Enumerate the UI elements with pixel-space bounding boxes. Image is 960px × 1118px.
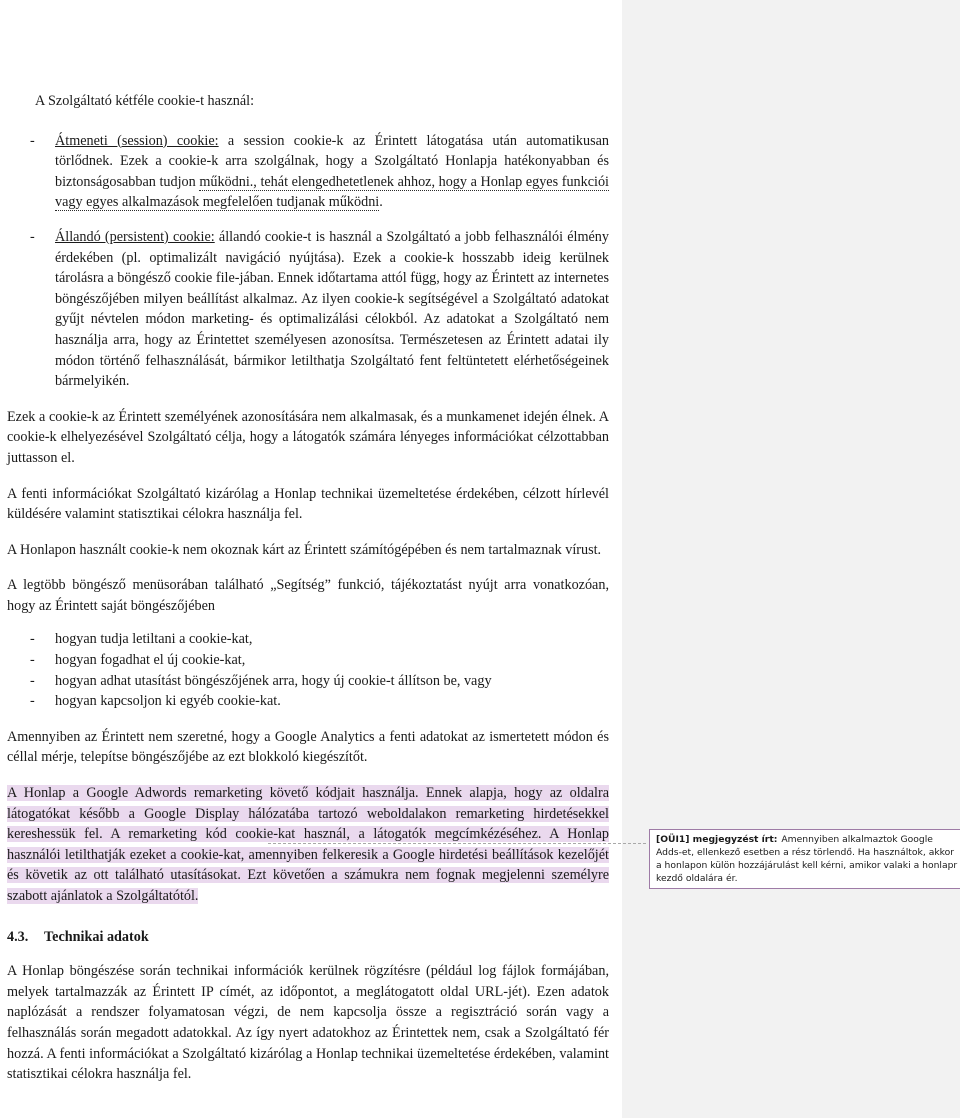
section-title: Technikai adatok [44,928,149,945]
paragraph: Ezek a cookie-k az Érintett személyének azonosítására nem alkalmasak, és a munkamenet idején élnek. A cookie-k elhelyezésével Szolgáltató célja, hogy a látogatók számára lényeges információkat célzottabban juttasson el. [7,408,609,466]
list-dash: - [30,652,35,669]
list-dash: - [30,228,35,245]
comment-balloon[interactable] [649,829,960,889]
list-item-end: . [379,194,383,211]
comment-text: Amennyiben alkalmaztok Google Adds-et, ellenkező esetben a rész törlendő. Ha használtok, akkor a honlapon külön hozzájárulást kell kérni, amikor valaki a honlapr kezdő oldalára ér. [656,834,958,884]
list-dash: - [30,693,35,710]
list-dash: - [30,631,35,648]
list-item [7,691,609,712]
comment-margin-pane [622,0,960,1118]
paragraph: A Honlap böngészése során technikai információk kerülnek rögzítésre (például log fájlok formájában, melyek tartalmazzák az Érintett IP címét, az időpontot, a meglátogatott oldal URL-jét). Ezen adatok naplózását a rendszer folyamatosan végzi, de nem kapcsolja össze a regisztráció során vagy a felhasználás során megadott adatokkal. Az így nyert adatokhoz az Érintettek nem, csak a Szolgáltató fér hozzá. A fenti információkat a Szolgáltató kizárólag a Honlap technikai üzemeltetése érdekében, valamint statisztikai célokra használja fel. [7,963,609,1083]
list-item [7,227,609,392]
list-item-text: hogyan kapcsoljon ki egyéb cookie-kat. [55,693,281,710]
list-dash: - [30,672,35,689]
list-dash: - [30,132,35,149]
comment-highlight[interactable]: A Honlap a Google Adwords remarketing követő kódjait használja. Ennek alapja, hogy az oldalra látogatókat később a Google Display hálózatába tartozó weboldalakon remarketing hirdetésekkel kereshessük fel. A remarketing kód cookie-kat használ, a látogatók megcímkézéséhez. A Honlap használói letilthatják ezeket a cookie-kat, amennyiben felkeresik a Google hirdetési beállítások kezelőjét és követik az ott található utasításokat. Ezt követően a számukra nem fognak megjelenni személyre szabott ajánlatok a Szolgáltatótól. [7,785,609,904]
cookie-types-list [7,131,609,392]
paragraph: A legtöbb böngésző menüsorában található „Segítség” funkció, tájékoztatást nyújt arra vonatkozóan, hogy az Érintett saját böngészőjében [7,577,609,614]
browser-help-list [7,629,609,711]
list-item-body: állandó cookie-t is használ a Szolgáltató a jobb felhasználói élmény érdekében (pl. optimalizált navigáció nyújtása). Ezek a cookie-k hosszabb ideig kerülnek tárolásra a böngésző cookie file-jában. Ennek időtartama attól függ, hogy az Érintett az internetes böngészőjében milyen beállítást alkalmaz. Az ilyen cookie-k segítségével a Szolgáltató adatokat gyűjt névtelen módon marketing- és optimalizálási célokból. Az adatokat a Szolgáltató nem használja arra, hogy az Érintettet személyesen azonosítsa. Természetesen az Érintett adatai ily módon történő felhasználását, bármikor letilthatja Szolgáltató fent feltüntetett elérhetőségeinek bármelyikén. [55,228,609,390]
paragraph: A Honlapon használt cookie-k nem okoznak kárt az Érintett számítógépében és nem tartalmaznak vírust. [7,541,602,558]
term-persistent-cookie: Állandó (persistent) cookie: [55,228,215,245]
comment-author-label: [OÜI1] megjegyzést írt: [656,834,778,845]
paragraph: A fenti információkat Szolgáltató kizárólag a Honlap technikai üzemeltetése érdekében, célzott hírlevél küldésére valamint statisztikai célokra használja fel. [7,485,609,523]
comment-connector-line [268,843,646,844]
paragraph: Amennyiben az Érintett nem szeretné, hogy a Google Analytics a fenti adatokat az ismertetett módon és céllal mérje, telepítse böngészőjébe az ezt blokkoló kiegészítőt. [7,728,609,766]
dotted-text: működni., tehát elengedhetetlenek ahhoz, hogy a Honlap egyes funkciói vagy egyes alkalmazások megfelelően tudjanak működni [55,173,610,211]
list-item [7,131,609,213]
section-number: 4.3. [7,928,29,945]
list-item [7,629,609,650]
list-item-text: hogyan fogadhat el új cookie-kat, [55,652,246,669]
list-item-body: a session cookie-k az Érintett látogatása után automatikusan törlődnek. Ezek a cookie-k arra szolgálnak, hogy a Szolgáltató Honlapja hatékonyabban és biztonságosabban tudjon [55,132,609,190]
commented-paragraph[interactable] [7,783,609,907]
section-heading [7,927,609,948]
document-body[interactable] [7,91,609,1100]
intro-paragraph: A Szolgáltató kétféle cookie-t használ: [35,93,255,109]
list-item-text [55,131,609,213]
list-item-text: hogyan tudja letiltani a cookie-kat, [55,631,253,648]
list-item [7,671,609,692]
list-item [7,650,609,671]
term-session-cookie: Átmeneti (session) cookie: [55,132,219,149]
list-item-text [55,227,609,392]
list-item-text: hogyan adhat utasítást böngészőjének arra, hogy új cookie-t állítson be, vagy [55,672,492,689]
